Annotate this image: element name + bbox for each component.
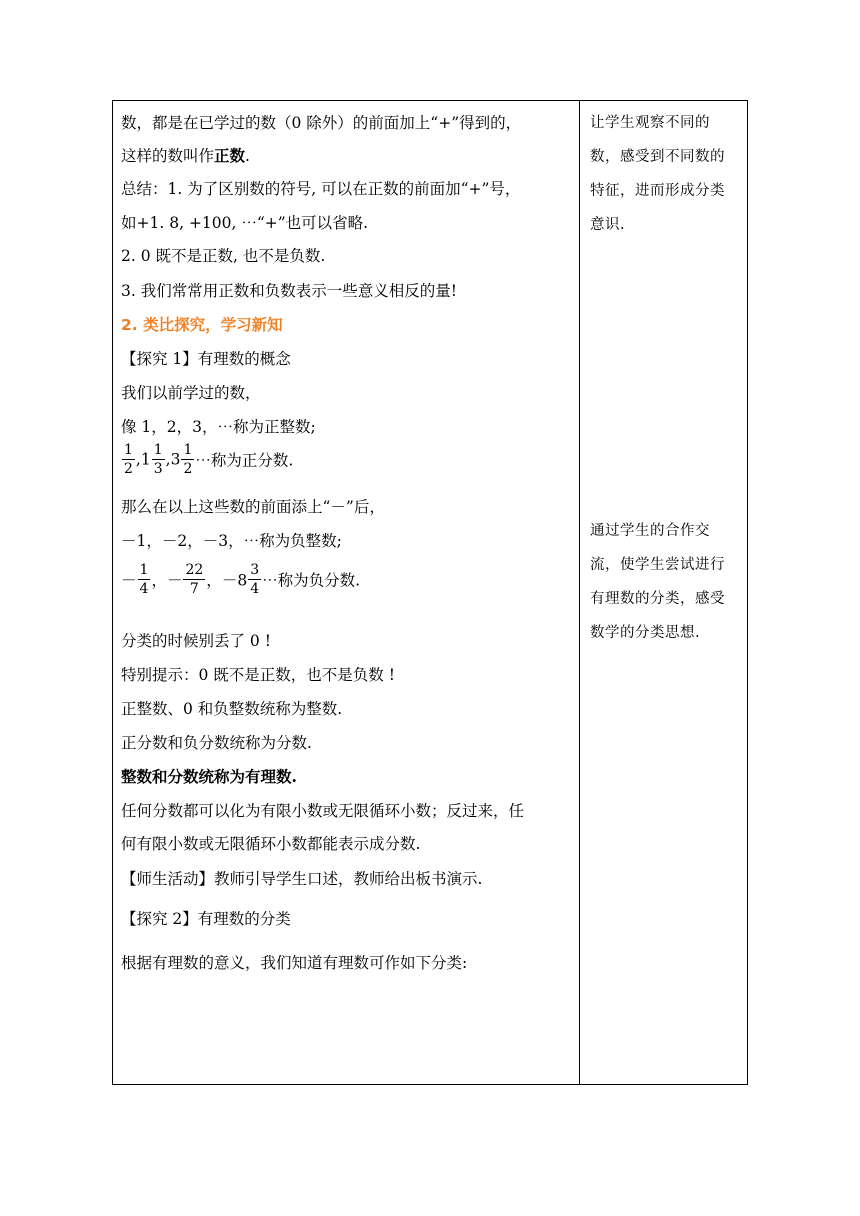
- section-heading: 2. 类比探究，学习新知: [121, 316, 283, 334]
- text-line: 数，都是在已学过的数（0 除外）的前面加上“+”得到的，: [121, 114, 522, 132]
- text-line: 分类的时候别丢了 0 !: [121, 632, 271, 650]
- text-line: 根据有理数的意义，我们知道有理数可作如下分类:: [121, 954, 468, 972]
- fraction: $\frac{22}{7}$: [185, 562, 204, 597]
- side-note-line: 数学的分类思想.: [590, 625, 701, 641]
- explore-2-title: 【探究 2】有理数的分类: [121, 910, 291, 928]
- text-line: 如+1. 8, +100, ⋯“+”也可以省略.: [121, 214, 369, 232]
- text-line: 任何分数都可以化为有限小数或无限循环小数；反过来，任: [121, 802, 525, 820]
- text-line: 何有限小数或无限循环小数都能表示成分数.: [121, 835, 421, 853]
- lesson-table: [112, 100, 748, 1085]
- column-divider: [579, 101, 580, 1084]
- side-note-line: 让学生观察不同的: [590, 115, 710, 131]
- fraction: $\frac{1}{4}$: [139, 562, 149, 597]
- side-note-line: 特征，进而形成分类: [590, 183, 725, 199]
- text-line: 正分数和负分数统称为分数.: [121, 734, 312, 752]
- text-line: [121, 146, 250, 166]
- key-definition: 整数和分数统称为有理数.: [121, 767, 297, 786]
- text-line: －1，－2，－3，⋯称为负整数;: [121, 532, 342, 550]
- text-segment: .: [245, 147, 250, 165]
- text-line: 那么在以上这些数的前面添上“－”后，: [121, 498, 385, 516]
- text-line: 特别提示：0 既不是正数，也不是负数 !: [121, 666, 395, 684]
- text-line: 我们以前学过的数，: [121, 384, 261, 402]
- side-note-line: 意识.: [590, 217, 626, 233]
- fraction: $\frac{3}{4}$: [250, 562, 260, 597]
- positive-fractions-line: $\frac{1}{2}$ ,1 $\frac{1}{3}$ ,3 $\frac{1}{2}$ ⋯称为正分数.: [124, 442, 294, 477]
- text-line: 正整数、0 和负整数统称为整数.: [121, 700, 343, 718]
- side-note-line: 通过学生的合作交: [590, 523, 710, 539]
- side-note-line: 流，使学生尝试进行: [590, 557, 725, 573]
- activity-line: 【师生活动】教师引导学生口述，教师给出板书演示.: [121, 870, 483, 888]
- bold-term: 正数: [214, 146, 246, 165]
- fraction: $\frac{1}{2}$: [124, 442, 133, 477]
- text-line: 像 1，2，3，⋯称为正整数;: [121, 418, 316, 436]
- negative-fractions-line: － $\frac{1}{4}$ ，－ $\frac{22}{7}$ ，－8 $\frac{3}{4}$ ⋯称为负分数.: [121, 562, 361, 597]
- fraction: $\frac{1}{3}$: [153, 442, 163, 477]
- fraction: $\frac{1}{2}$: [183, 442, 193, 477]
- text-line: 3. 我们常常用正数和负数表示一些意义相反的量!: [121, 282, 457, 300]
- summary-line: 总结：1. 为了区别数的符号, 可以在正数的前面加“+”号，: [121, 180, 521, 198]
- text-line: 2. 0 既不是正数, 也不是负数.: [121, 247, 326, 265]
- text-segment: 这样的数叫作: [121, 147, 215, 165]
- side-note-line: 数，感受到不同数的: [590, 149, 725, 165]
- explore-1-title: 【探究 1】有理数的概念: [121, 350, 291, 368]
- side-note-line: 有理数的分类，感受: [590, 591, 725, 607]
